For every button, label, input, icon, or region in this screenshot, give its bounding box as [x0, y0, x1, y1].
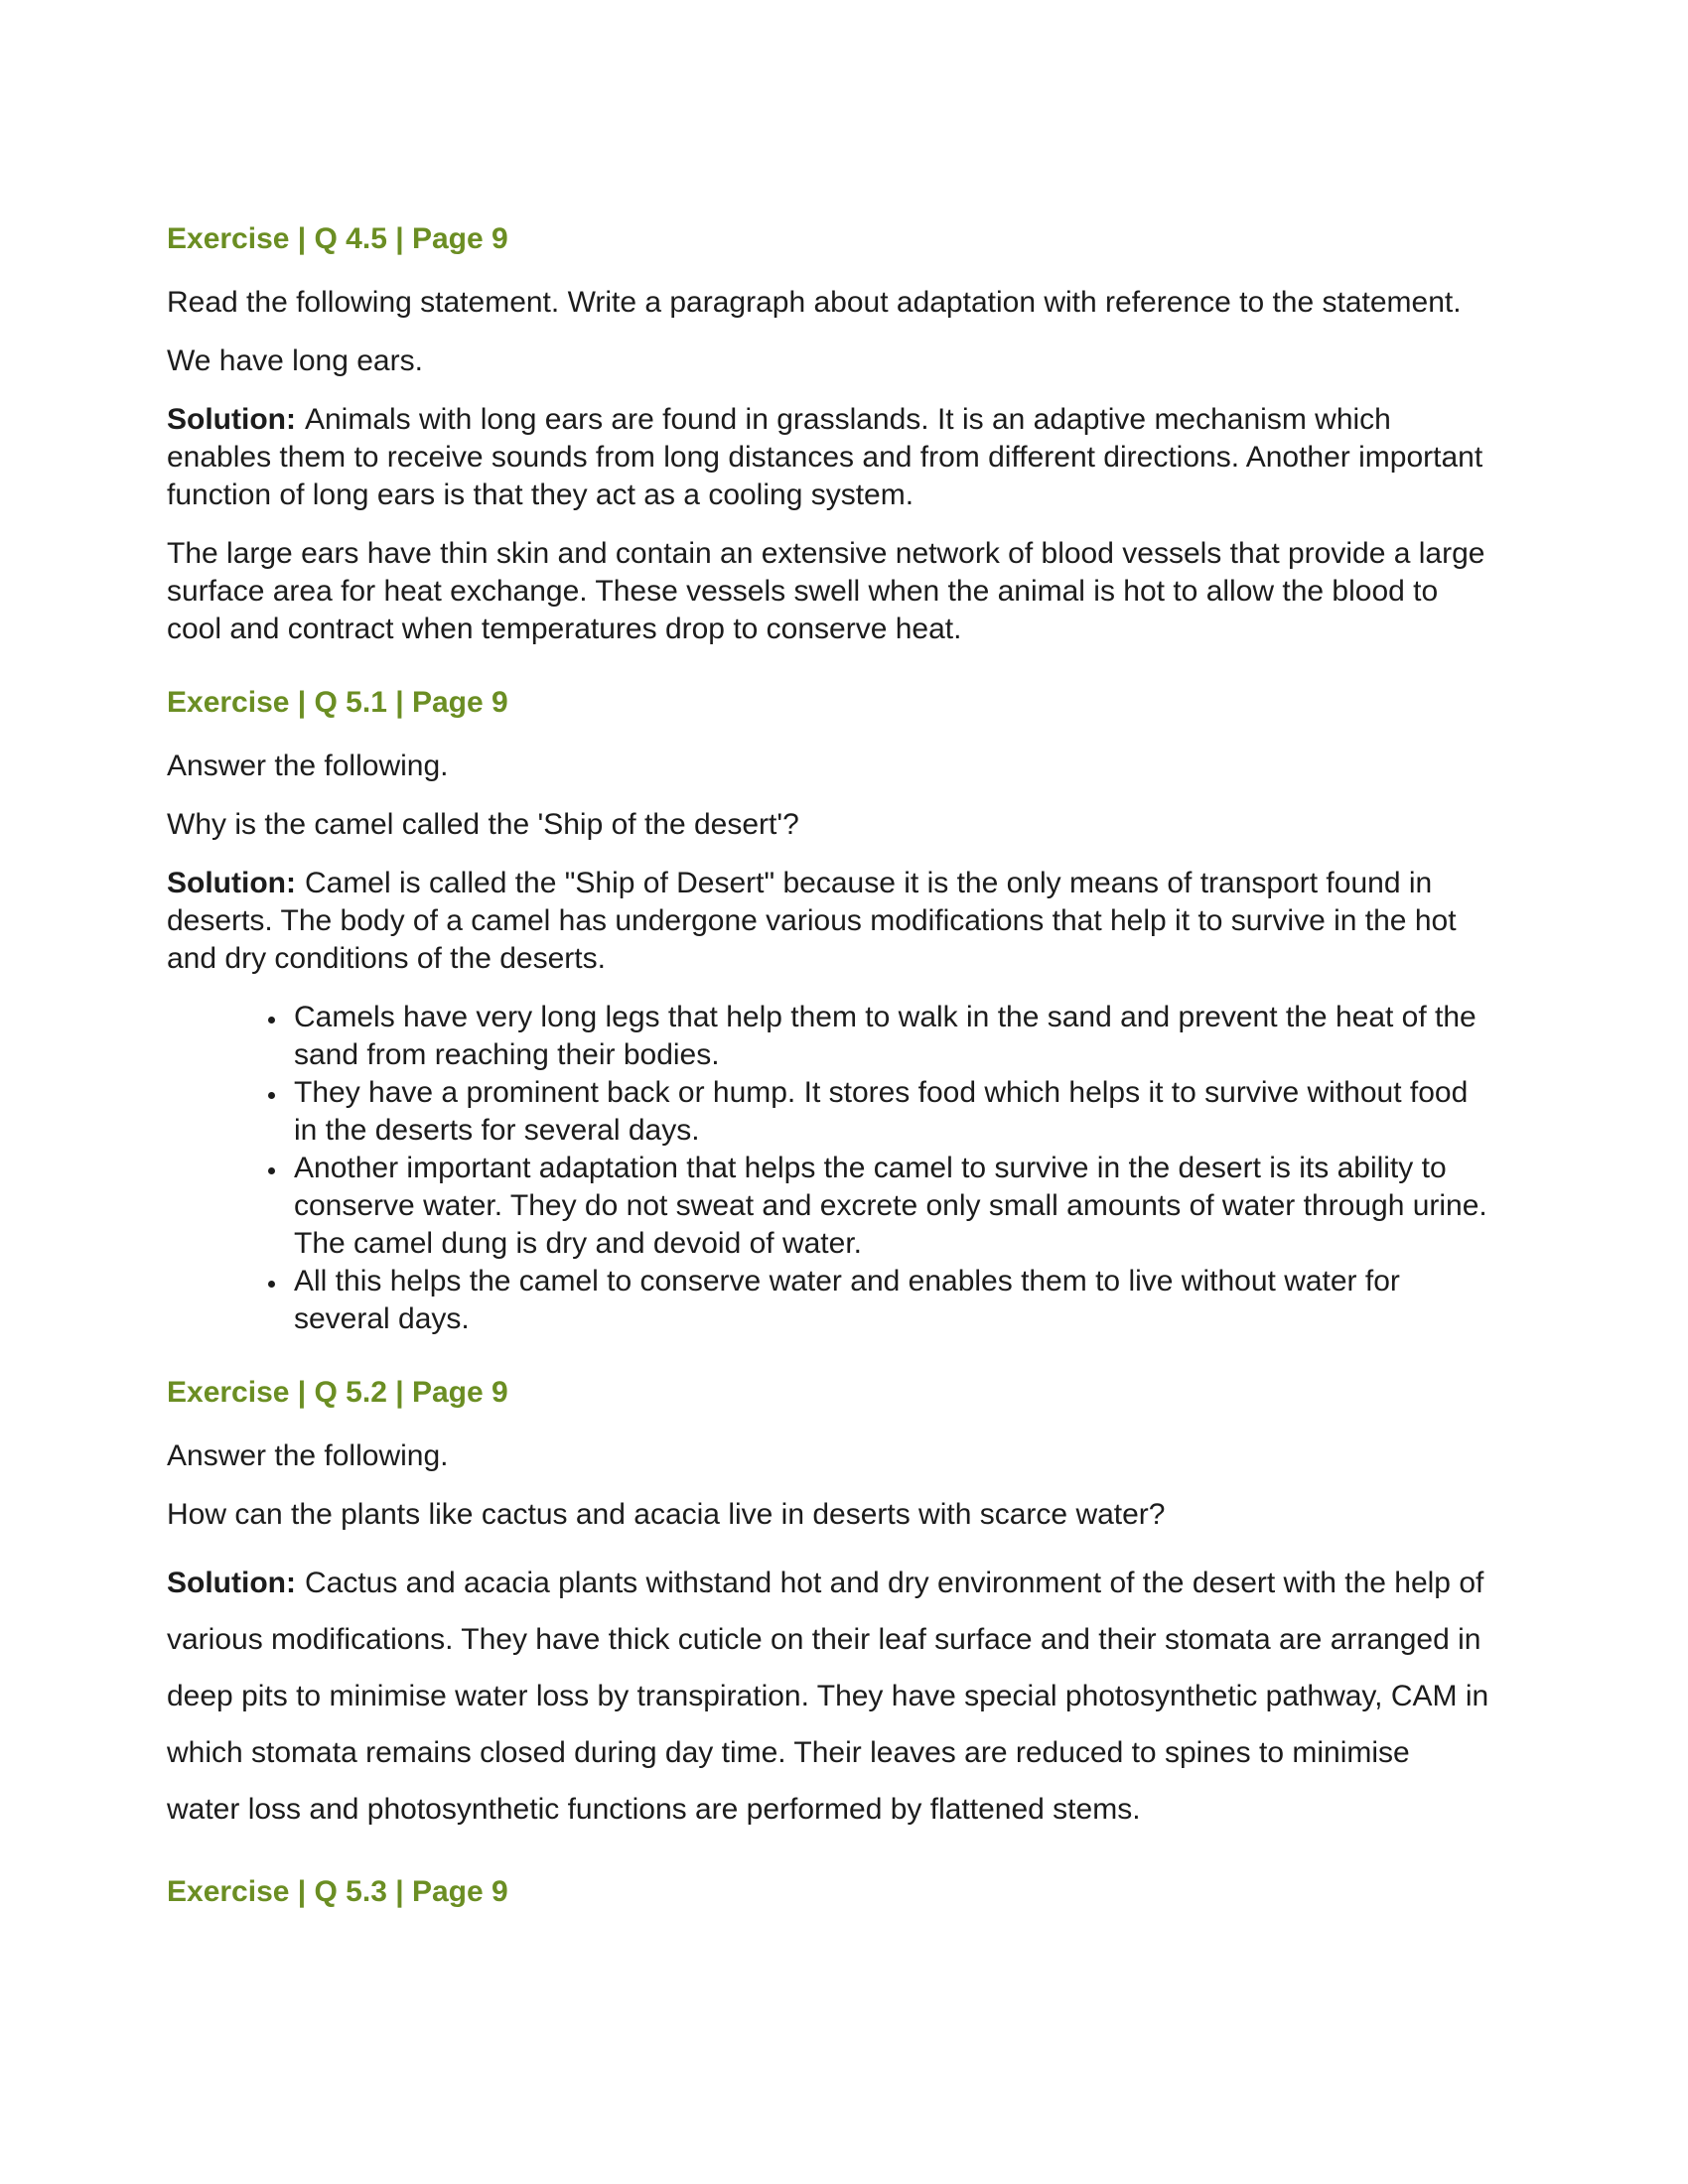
- exercise-heading: Exercise | Q 5.1 | Page 9: [167, 686, 508, 719]
- question-prompt: Read the following statement. Write a paragraph about adaptation with reference to the statement.: [167, 286, 1462, 319]
- exercise-heading: Exercise | Q 5.3 | Page 9: [167, 1875, 508, 1908]
- solution-label: Solution:: [167, 1567, 296, 1599]
- question-text: Why is the camel called the 'Ship of the desert'?: [167, 808, 799, 841]
- solution-bullet-list: [167, 999, 1489, 1338]
- list-item: • They have a prominent back or hump. It stores food which helps it to survive without food in the deserts for several days.: [288, 1074, 1489, 1150]
- list-item: • All this helps the camel to conserve water and enables them to live without water for several days.: [288, 1263, 1489, 1338]
- solution-label: Solution:: [167, 867, 296, 899]
- solution-label: Solution:: [167, 403, 296, 436]
- solution-paragraph: [167, 865, 1489, 978]
- question-prompt: Answer the following.: [167, 750, 449, 782]
- exercise-heading: Exercise | Q 5.2 | Page 9: [167, 1376, 508, 1409]
- exercise-section-q5-1: [167, 684, 1489, 1338]
- list-item: • Another important adaptation that helps the camel to survive in the desert is its ability to conserve water. They do not sweat and excrete only small amounts of water through urine. The camel dung is dry and devoid of water.: [288, 1150, 1489, 1263]
- list-item: • Camels have very long legs that help them to walk in the sand and prevent the heat of the sand from reaching their bodies.: [288, 999, 1489, 1074]
- exercise-section-q5-2: [167, 1374, 1489, 1838]
- solution-extra-paragraph: The large ears have thin skin and contain an extensive network of blood vessels that provide a large surface area for heat exchange. These vessels swell when the animal is hot to allow the blood to cool and contract when temperatures drop to conserve heat.: [167, 537, 1485, 645]
- solution-text: Camel is called the "Ship of Desert" because it is the only means of transport found in deserts. The body of a camel has undergone various modifications that help it to survive in the hot and dry conditions of the deserts.: [167, 867, 1457, 975]
- solution-paragraph: [167, 1555, 1489, 1838]
- solution-text: Animals with long ears are found in grasslands. It is an adaptive mechanism which enables them to receive sounds from long distances and from different directions. Another important function of long ears is that they act as a cooling system.: [167, 403, 1483, 511]
- solution-text: Cactus and acacia plants withstand hot and dry environment of the desert with the help of various modifications. They have thick cuticle on their leaf surface and their stomata are arranged in deep pits to minimise water loss by transpiration. They have special photosynthetic pathway, CAM in which stomata remains closed during day time. Their leaves are reduced to spines to minimise water loss and photosynthetic functions are performed by flattened stems.: [167, 1567, 1489, 1826]
- question-prompt: Answer the following.: [167, 1439, 449, 1472]
- exercise-heading: Exercise | Q 4.5 | Page 9: [167, 222, 508, 255]
- exercise-section-q5-3: [167, 1873, 1489, 1911]
- question-text: How can the plants like cactus and acacia live in deserts with scarce water?: [167, 1498, 1166, 1531]
- solution-paragraph: [167, 401, 1489, 514]
- exercise-section-q4-5: [167, 220, 1489, 648]
- question-statement: We have long ears.: [167, 344, 423, 377]
